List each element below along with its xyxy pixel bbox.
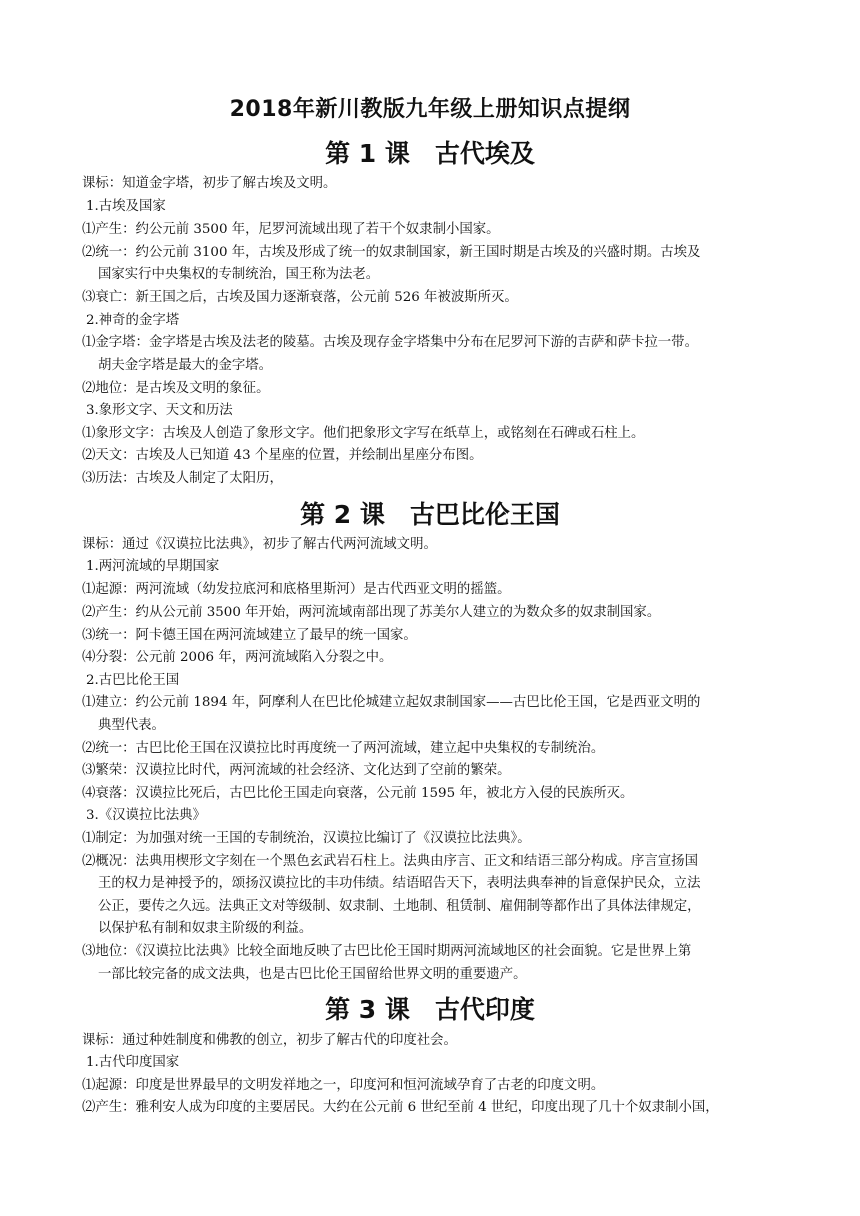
document-title: 2018年新川教版九年级上册知识点提纲 — [229, 97, 631, 122]
lesson-2-paragraph: ⑶统一：阿卡德王国在两河流域建立了最早的统一国家。 — [82, 628, 417, 643]
lesson-2-section-heading: 2.古巴比伦王国 — [86, 673, 180, 688]
lesson-2-paragraph-continuation: 典型代表。 — [98, 718, 165, 733]
lesson-2-section-heading: 3.《汉谟拉比法典》 — [86, 808, 206, 823]
lesson-2-curriculum: 课标：通过《汉谟拉比法典》，初步了解古代两河流域文明。 — [82, 537, 437, 552]
lesson-2-title: 第 2 课 古巴比伦王国 — [300, 500, 560, 529]
lesson-2-paragraph: ⑶地位：《汉谟拉比法典》比较全面地反映了古巴比伦王国时期两河流域地区的社会面貌。它是世界上第 — [82, 944, 692, 959]
lesson-1-paragraph: ⑴产生：约公元前 3500 年，尼罗河流域出现了若干个奴隶制小国家。 — [82, 222, 500, 237]
lesson-2-section-heading: 1.两河流域的早期国家 — [86, 559, 220, 574]
lesson-1-paragraph: ⑴象形文字：古埃及人创造了象形文字。他们把象形文字写在纸草上，或铭刻在石碑或石柱上。 — [82, 426, 645, 441]
lesson-1-paragraph-continuation: 胡夫金字塔是最大的金字塔。 — [98, 358, 273, 373]
lesson-2-paragraph: ⑴起源：两河流域（幼发拉底河和底格里斯河）是古代西亚文明的摇篮。 — [82, 582, 511, 597]
lesson-3-paragraph: ⑵产生：雅利安人成为印度的主要居民。大约在公元前 6 世纪至前 4 世纪，印度出现了几十个奴隶制小国， — [82, 1100, 719, 1115]
lesson-3-section-heading: 1.古代印度国家 — [86, 1055, 180, 1070]
lesson-3-title: 第 3 课 古代印度 — [325, 995, 535, 1024]
lesson-1-section-heading: 1.古埃及国家 — [86, 199, 166, 214]
lesson-1-section-heading: 2.神奇的金字塔 — [86, 313, 180, 328]
lesson-1-paragraph: ⑵统一：约公元前 3100 年，古埃及形成了统一的奴隶制国家，新王国时期是古埃及的兴盛时期。古埃及 — [82, 245, 701, 260]
lesson-2-paragraph-continuation: 以保护私有制和奴隶主阶级的利益。 — [98, 921, 313, 936]
lesson-1-title: 第 1 课 古代埃及 — [325, 139, 535, 168]
lesson-1-paragraph-continuation: 国家实行中央集权的专制统治，国王称为法老。 — [98, 267, 380, 282]
lesson-1-section-heading: 3.象形文字、天文和历法 — [86, 403, 233, 418]
lesson-2-paragraph: ⑶繁荣：汉谟拉比时代，两河流域的社会经济、文化达到了空前的繁荣。 — [82, 763, 511, 778]
lesson-1-curriculum: 课标：知道金字塔，初步了解古埃及文明。 — [82, 176, 337, 191]
lesson-1-paragraph: ⑵天文：古埃及人已知道 43 个星座的位置，并绘制出星座分布图。 — [82, 448, 483, 463]
lesson-1-paragraph: ⑶历法：古埃及人制定了太阳历， — [82, 471, 283, 486]
lesson-2-paragraph-continuation: 王的权力是神授予的，颂扬汉谟拉比的丰功伟绩。结语昭告天下，表明法典奉神的旨意保护民众，立法 — [98, 876, 701, 891]
lesson-1-paragraph: ⑵地位：是古埃及文明的象征。 — [82, 381, 270, 396]
lesson-3-curriculum: 课标：通过种姓制度和佛教的创立，初步了解古代的印度社会。 — [82, 1033, 457, 1048]
lesson-1-paragraph: ⑶衰亡：新王国之后，古埃及国力逐渐衰落，公元前 526 年被波斯所灭。 — [82, 290, 518, 305]
lesson-2-paragraph: ⑴制定：为加强对统一王国的专制统治，汉谟拉比编订了《汉谟拉比法典》。 — [82, 831, 531, 846]
lesson-2-paragraph: ⑵概况：法典用楔形文字刻在一个黑色玄武岩石柱上。法典由序言、正文和结语三部分构成。序言宣扬国 — [82, 854, 698, 869]
lesson-2-paragraph-continuation: 一部比较完备的成文法典，也是古巴比伦王国留给世界文明的重要遗产。 — [98, 967, 527, 982]
lesson-1-paragraph: ⑴金字塔：金字塔是古埃及法老的陵墓。古埃及现存金字塔集中分布在尼罗河下游的吉萨和萨卡拉一带。 — [82, 335, 698, 350]
lesson-2-paragraph: ⑷分裂：公元前 2006 年，两河流域陷入分裂之中。 — [82, 650, 393, 665]
lesson-3-paragraph: ⑴起源：印度是世界最早的文明发祥地之一，印度河和恒河流域孕育了古老的印度文明。 — [82, 1078, 605, 1093]
lesson-2-paragraph: ⑷衰落：汉谟拉比死后，古巴比伦王国走向衰落，公元前 1595 年，被北方入侵的民族所灭。 — [82, 786, 634, 801]
lesson-2-paragraph-continuation: 公正，要传之久远。法典正文对等级制、奴隶制、土地制、租赁制、雇佣制等都作出了具体法律规定， — [98, 899, 701, 914]
lesson-2-paragraph: ⑵统一：古巴比伦王国在汉谟拉比时再度统一了两河流域，建立起中央集权的专制统治。 — [82, 741, 605, 756]
lesson-2-paragraph: ⑵产生：约从公元前 3500 年开始，两河流域南部出现了苏美尔人建立的为数众多的奴隶制国家。 — [82, 605, 661, 620]
lesson-2-paragraph: ⑴建立：约公元前 1894 年，阿摩利人在巴比伦城建立起奴隶制国家——古巴比伦王国，它是西亚文明的 — [82, 695, 701, 710]
